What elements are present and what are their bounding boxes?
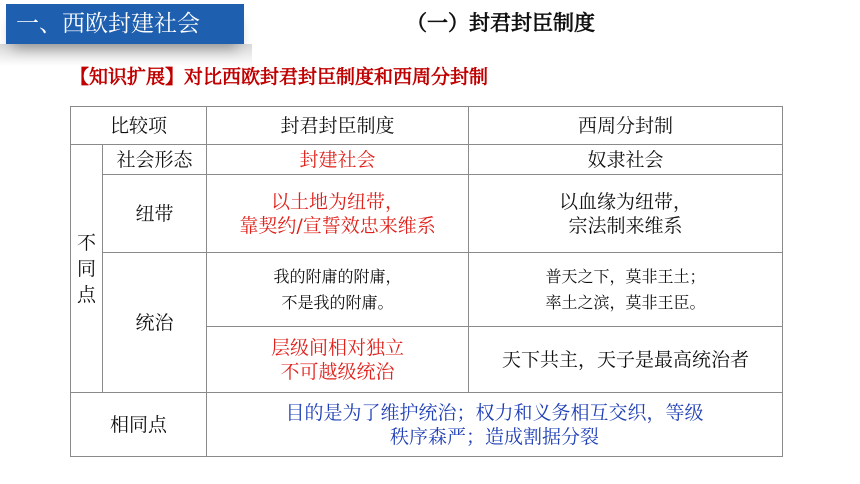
table-header-row bbox=[71, 107, 783, 145]
line: 率土之滨，莫非王臣。 bbox=[545, 292, 706, 312]
diff-label-char: 不 同 点 bbox=[76, 231, 96, 306]
cell bbox=[207, 327, 469, 393]
line: 不可越级统治 bbox=[280, 360, 395, 383]
table-row bbox=[71, 253, 783, 327]
line: 靠契约/宣誓效忠来维系 bbox=[239, 214, 436, 237]
line: 以土地为纽带， bbox=[271, 190, 405, 213]
row-label: 纽带 bbox=[103, 175, 207, 253]
cell bbox=[469, 253, 783, 327]
same-label: 相同点 bbox=[71, 393, 207, 457]
row-label: 社会形态 bbox=[103, 145, 207, 175]
header-col1: 封君封臣制度 bbox=[207, 107, 469, 145]
line: 宗法制来维系 bbox=[568, 214, 683, 237]
line: 普天之下，莫非王土； bbox=[545, 266, 706, 286]
table-row bbox=[71, 393, 783, 457]
header-col2: 西周分封制 bbox=[469, 107, 783, 145]
diff-label bbox=[71, 145, 103, 393]
line: 层级间相对独立 bbox=[271, 336, 405, 359]
line: 以血缘为纽带， bbox=[559, 190, 693, 213]
page-title: （一）封君封臣制度 bbox=[406, 11, 595, 35]
line: 不是我的附庸。 bbox=[281, 292, 394, 312]
line: 目的是为了维护统治；权力和义务相互交织，等级 bbox=[285, 401, 704, 424]
cell bbox=[207, 175, 469, 253]
row-label: 统治 bbox=[103, 253, 207, 393]
line: 我的附庸的附庸， bbox=[273, 266, 402, 286]
cell: 封建社会 bbox=[207, 145, 469, 175]
section-label: 一、西欧封建社会 bbox=[6, 4, 244, 44]
cell bbox=[469, 175, 783, 253]
cell: 奴隶社会 bbox=[469, 145, 783, 175]
line: 秩序森严；造成割据分裂 bbox=[390, 425, 600, 448]
subtitle: 【知识扩展】对比西欧封君封臣制度和西周分封制 bbox=[70, 66, 489, 88]
header-item: 比较项 bbox=[71, 107, 207, 145]
same-text bbox=[207, 393, 783, 457]
table-row bbox=[71, 145, 783, 175]
cell: 天下共主，天子是最高统治者 bbox=[469, 327, 783, 393]
cell bbox=[207, 253, 469, 327]
comparison-table bbox=[70, 106, 783, 457]
table-row bbox=[71, 175, 783, 253]
